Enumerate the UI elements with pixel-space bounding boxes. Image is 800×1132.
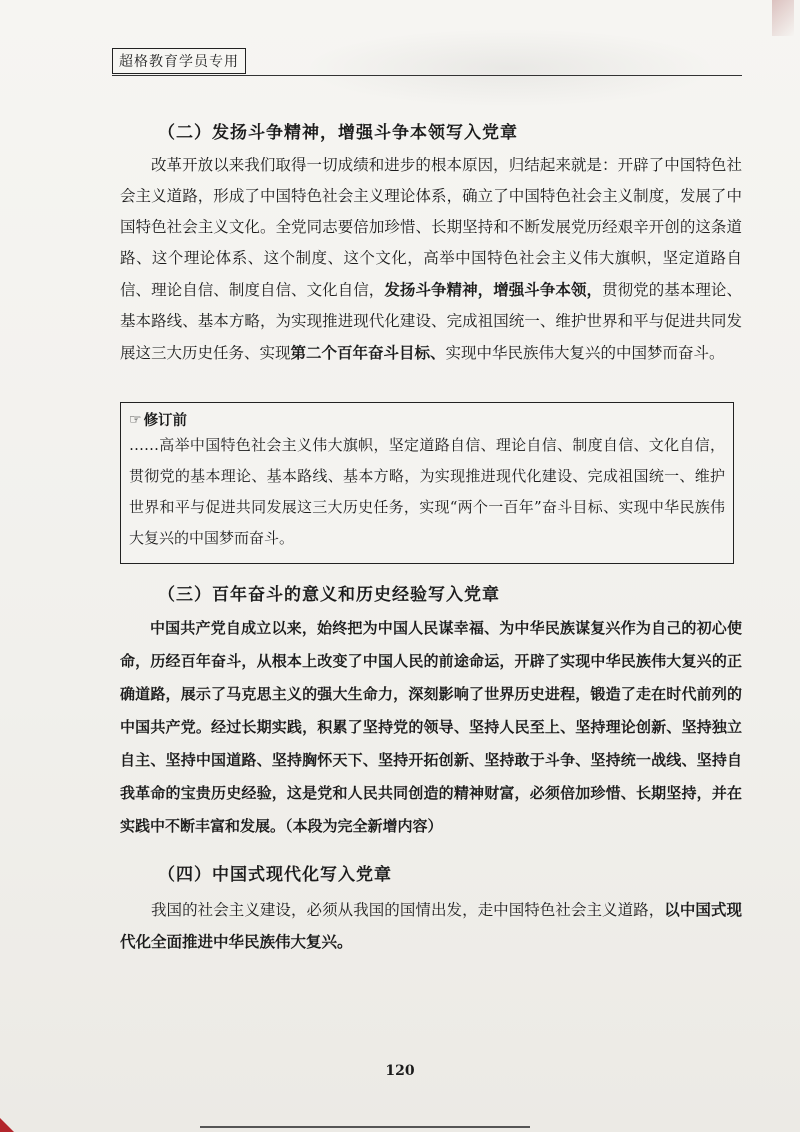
section3-heading: （三）百年奋斗的意义和历史经验写入党章 [158,585,500,605]
section2-text-3: 实现中华民族伟大复兴的中国梦而奋斗。 [445,344,725,362]
section2-heading: （二）发扬斗争精神，增强斗争本领写入党章 [158,123,518,143]
page-number: 120 [385,1063,415,1079]
section3-paragraph: 中国共产党自成立以来，始终把为中国人民谋幸福、为中华民族谋复兴作为自己的初心使命，历经百年奋斗，从根本上改变了中国人民的前途命运，开辟了实现中华民族伟大复兴的正确道路，展示了马克思主义的强大生命力，深刻影响了世界历史进程，锻造了走在时代前列的中国共产党。经过长期实践，积累了坚持党的领导、坚持人民至上、坚持理论创新、坚持独立自主、坚持中国道路、坚持胸怀天下、坚持开拓创新、坚持敢于斗争、坚持统一战线、坚持自我革命的宝贵历史经验，这是党和人民共同创造的精神财富，必须倍加珍惜、长期坚持，并在实践中不断丰富和发展。（本段为完全新增内容） [120,619,742,835]
revision-box [120,402,734,564]
section2-bold-2: 第二个百年奋斗目标、 [290,343,446,362]
section4-heading: （四）中国式现代化写入党章 [158,865,392,885]
section4-text: 我国的社会主义建设，必须从我国的国情出发，走中国特色社会主义道路， [151,901,665,919]
header-rule [112,75,742,76]
section2-text-1: 改革开放以来我们取得一切成绩和进步的根本原因，归结起来就是：开辟了中国特色社会主义道路，形成了中国特色社会主义理论体系，确立了中国特色社会主义制度，发展了中国特色社会主义文化。全党同志要倍加珍惜、长期坚持和不断发展党历经艰辛开创的这条道路、这个理论体系、这个制度、这个文化，高举中国特色社会主义伟大旗帜，坚定道路自信、理论自信、制度自信、文化自信， [120,156,742,299]
section2-paragraph [120,150,742,369]
section4-bold: 以中国式现代化全面推进中华民族伟大复兴。 [120,900,742,951]
bottom-left-corner-mark [0,1118,14,1132]
scan-shadow [300,28,720,108]
bottom-rule [200,1126,530,1128]
revision-label: 修订前 [143,413,188,429]
pointing-hand-icon: ☞ [129,411,142,428]
revision-text: ……高举中国特色社会主义伟大旗帜，坚定道路自信、理论自信、制度自信、文化自信，贯彻党的基本理论、基本路线、基本方略，为实现推进现代化建设、完成祖国统一、维护世界和平与促进共同发展这三大历史任务，实现“两个一百年”奋斗目标、实现中华民族伟大复兴的中国梦而奋斗。 [129,436,725,547]
section2-text-2: 贯彻党的基本理论、基本路线、基本方略，为实现推进现代化建设、完成祖国统一、维护世界和平与促进共同发展这三大历史任务、实现 [120,281,742,362]
header-label: 超格教育学员专用 [112,48,246,74]
section2-bold-1: 发扬斗争精神，增强斗争本领， [384,280,603,299]
revision-label-row [129,409,725,430]
section4-paragraph [120,894,742,958]
corner-mark [772,0,794,36]
